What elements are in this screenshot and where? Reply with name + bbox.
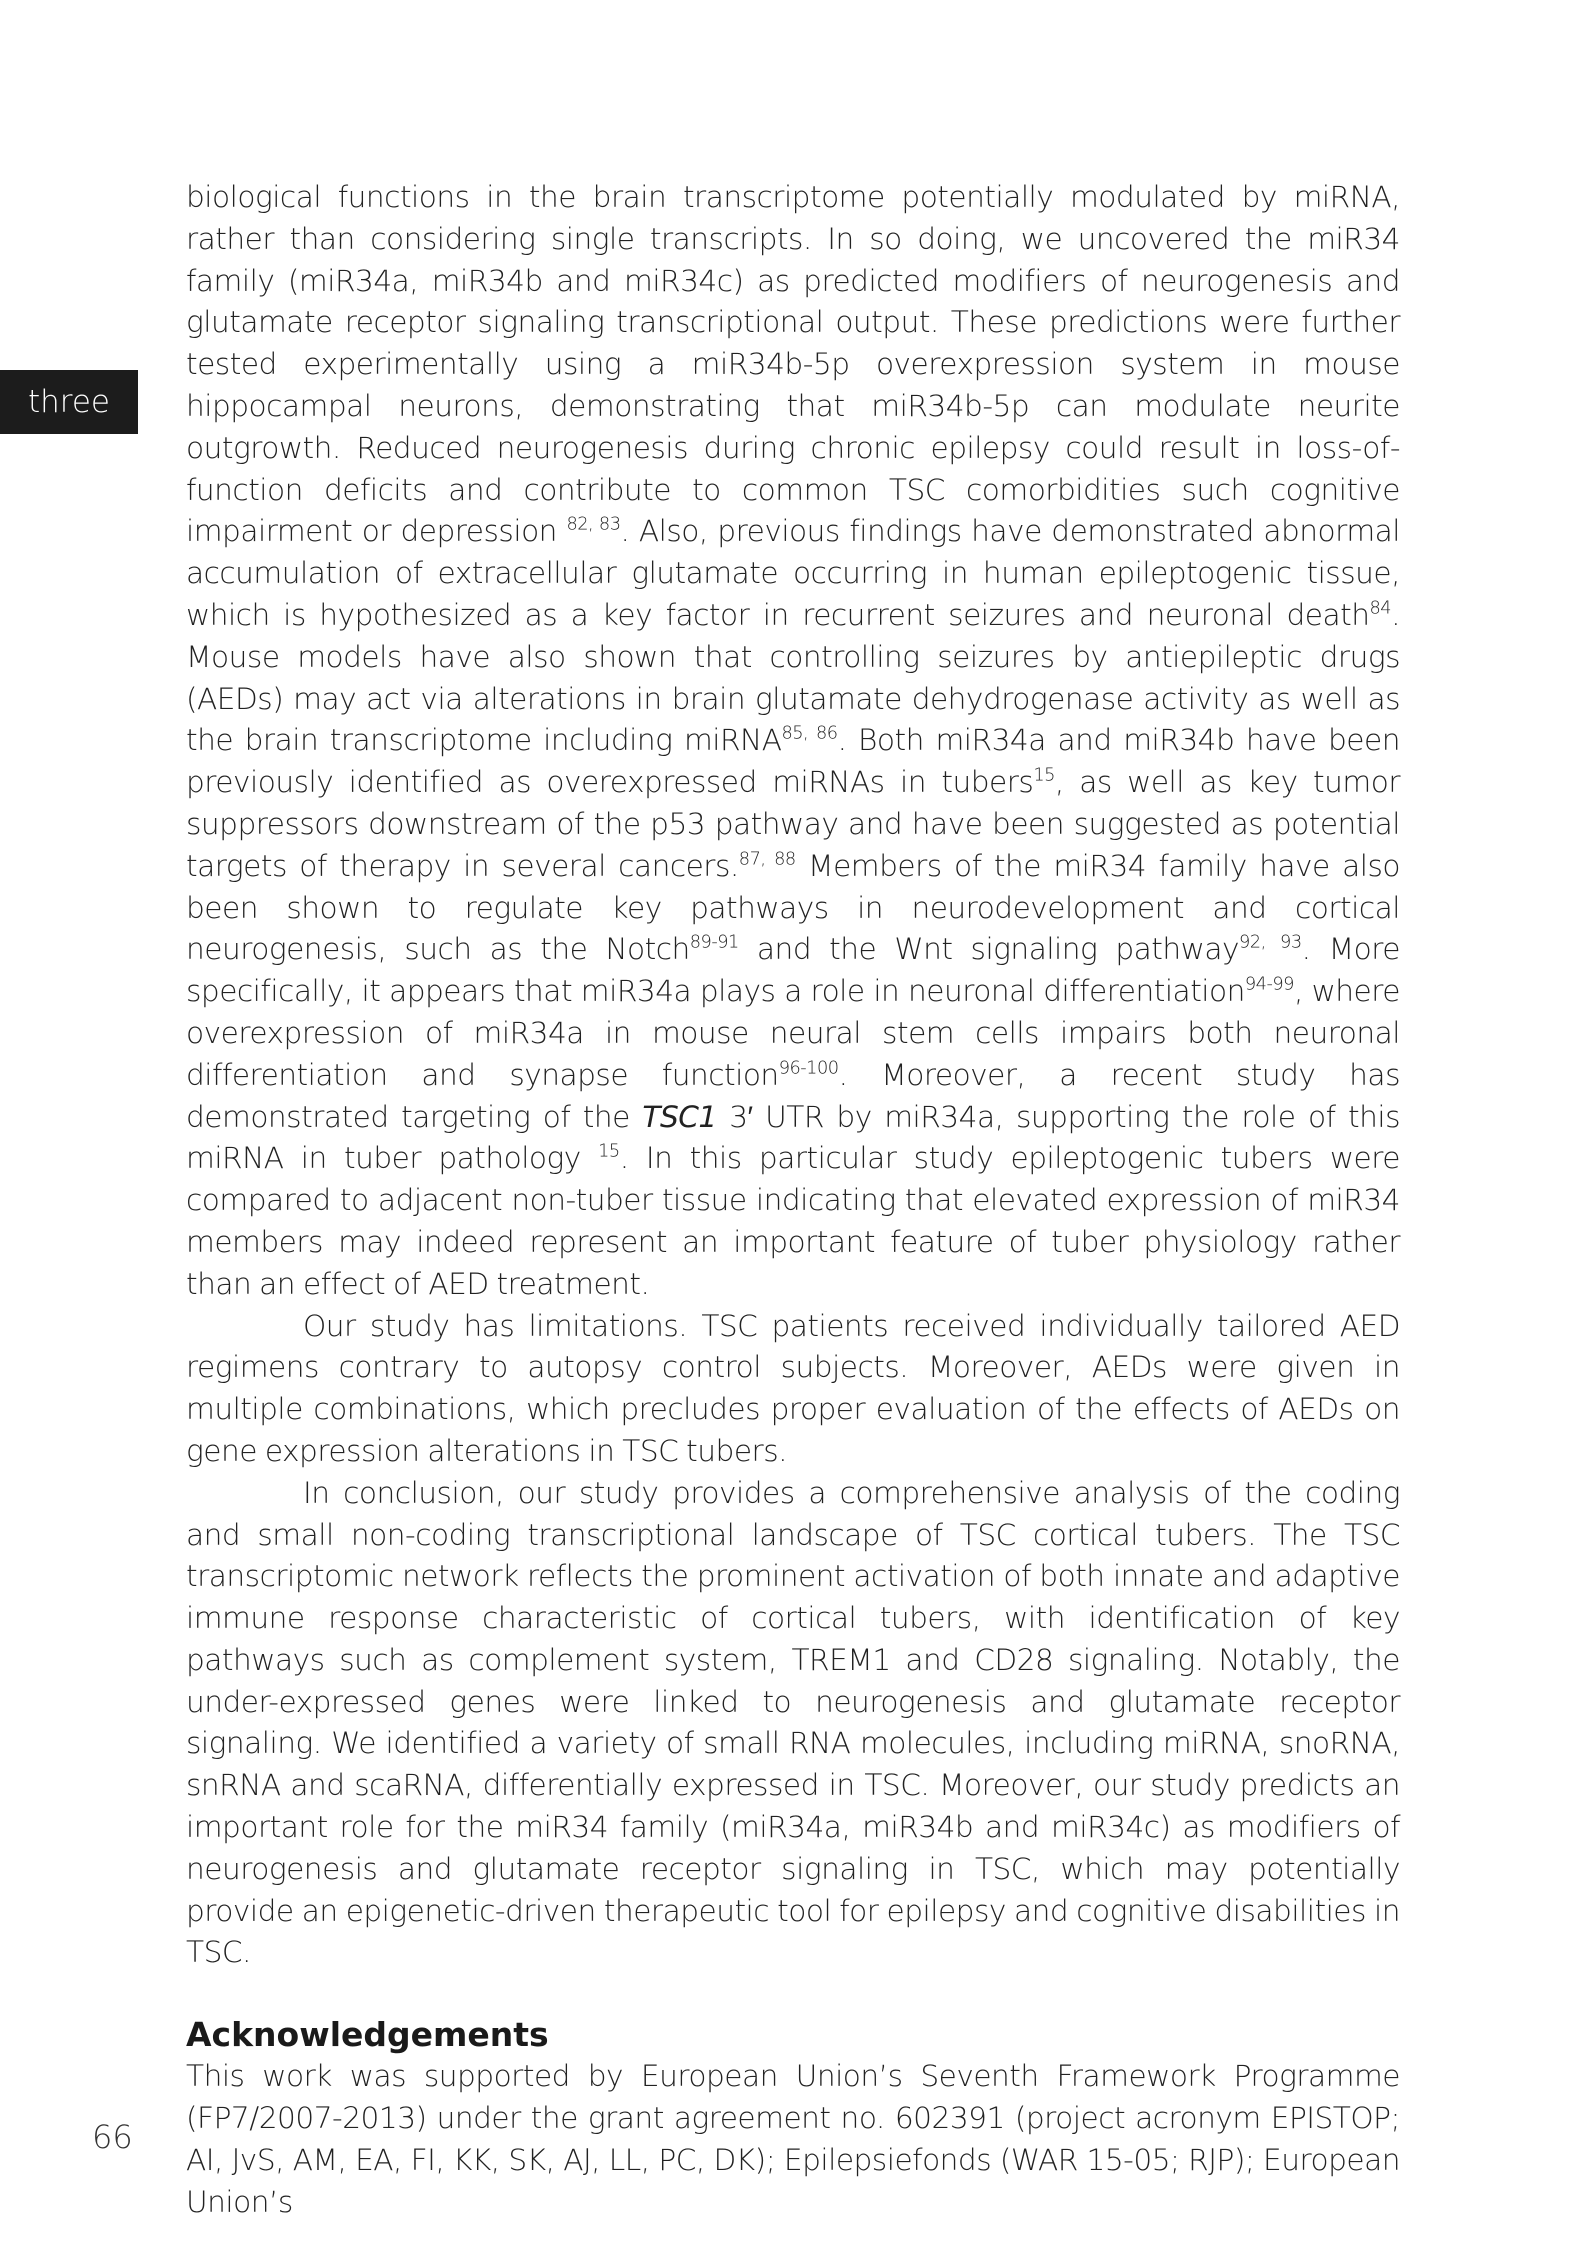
text-run: . Moreover, a recent study has demonstrated targeting of the	[186, 1057, 1400, 1134]
text-run: Members of the miR34 family have also been shown to regulate key pathways in neurodevelopment and cortical neurogenesis, such as the Notch	[186, 848, 1400, 967]
body-paragraph-3	[186, 1473, 1400, 1975]
page-body	[186, 177, 1400, 2223]
acknowledgements-text: This work was supported by European Union’s Seventh Framework Programme (FP7/2007-2013) under the grant agreement no. 602391 (project acronym EPISTOP; AI, JvS, AM, EA, FI, KK, SK, AJ, LL, PC, DK); Epilepsiefonds (WAR 15-05; RJP); European Union’s	[186, 2059, 1400, 2219]
text-run: . In this particular study epileptogenic tubers were compared to adjacent non-tuber tissue indicating that elevated expression of miR34 members may indeed represent an important feature of tuber physiology rather than an effect of AED treatment.	[186, 1141, 1400, 1301]
text-run: . Both miR34a and miR34b have been previously identified as overexpressed miRNAs in tubers	[186, 723, 1400, 800]
page-number: 66	[92, 2118, 133, 2156]
body-paragraph-2	[186, 1306, 1400, 1473]
citation-superscript: 15	[598, 1141, 620, 1162]
citation-superscript: 89-91	[689, 932, 739, 953]
text-run: . Mouse models have also shown that controlling seizures by antiepileptic drugs (AEDs) may act via alterations in brain glutamate dehydrogenase activity as well as the brain transcriptome including miRNA	[186, 597, 1400, 758]
text-run: 3′ UTR by miR34a, supporting the role of this miRNA in tuber pathology	[186, 1099, 1400, 1176]
text-run: and the Wnt signaling pathway	[738, 932, 1239, 967]
text-run: biological functions in the brain transcriptome potentially modulated by miRNA, rather than considering single transcripts. In so doing, we uncovered the miR34 family (miR34a, miR34b and miR34c) as predicted modifiers of neurogenesis and glutamate receptor signaling transcriptional output. These predictions were further tested experimentally using a miR34b-5p overexpression system in mouse hippocampal neurons, demonstrating that miR34b-5p can modulate neurite outgrowth. Reduced neurogenesis during chronic epilepsy could result in loss-of-function deficits and contribute to common TSC comorbidities such cognitive impairment or depression	[186, 180, 1400, 549]
text-run: In conclusion, our study provides a comprehensive analysis of the coding and small non-coding transcriptional landscape of TSC cortical tubers. The TSC transcriptomic network reflects the prominent activation of both innate and adaptive immune response characteristic of cortical tubers, with identification of key pathways such as complement system, TREM1 and CD28 signaling. Notably, the under-expressed genes were linked to neurogenesis and glutamate receptor signaling. We identified a variety of small RNA molecules, including miRNA, snoRNA, snRNA and scaRNA, differentially expressed in TSC. Moreover, our study predicts an important role for the miR34 family (miR34a, miR34b and miR34c) as modifiers of neurogenesis and glutamate receptor signaling in TSC, which may potentially provide an epigenetic-driven therapeutic tool for epilepsy and cognitive disabilities in TSC.	[186, 1475, 1400, 1970]
text-run: . Also, previous findings have demonstrated abnormal accumulation of extracellular glutamate occurring in human epileptogenic tissue, which is hypothesized as a key factor in recurrent seizures and neuronal death	[186, 514, 1400, 632]
citation-superscript: 96-100	[778, 1058, 839, 1079]
citation-superscript: 87, 88	[738, 849, 796, 870]
citation-superscript: 94-99	[1244, 974, 1294, 995]
text-run: . More specifically, it appears that miR34a plays a role in neuronal differentiation	[186, 932, 1400, 1009]
citation-superscript: 92, 93	[1239, 932, 1302, 953]
gene-name-italic: TSC1	[642, 1099, 717, 1134]
citation-superscript: 84	[1369, 598, 1392, 619]
acknowledgements-heading: Acknowledgements	[186, 2015, 549, 2055]
chapter-tab: three	[0, 370, 138, 434]
text-run: , where overexpression of miR34a in mouse neural stem cells impairs both neuronal differentiation and synapse function	[186, 974, 1400, 1092]
citation-superscript: 15	[1033, 765, 1055, 786]
citation-superscript: 82, 83	[566, 514, 621, 535]
text-run: , as well as key tumor suppressors downstream of the p53 pathway and have been suggested as potential targets of therapy in several cancers.	[186, 765, 1400, 883]
text-run: Our study has limitations. TSC patients received individually tailored AED regimens contrary to autopsy control subjects. Moreover, AEDs were given in multiple combinations, which precludes proper evaluation of the effects of AEDs on gene expression alterations in TSC tubers.	[186, 1308, 1400, 1468]
citation-superscript: 85, 86	[781, 723, 838, 744]
body-paragraph-1	[186, 177, 1400, 1306]
